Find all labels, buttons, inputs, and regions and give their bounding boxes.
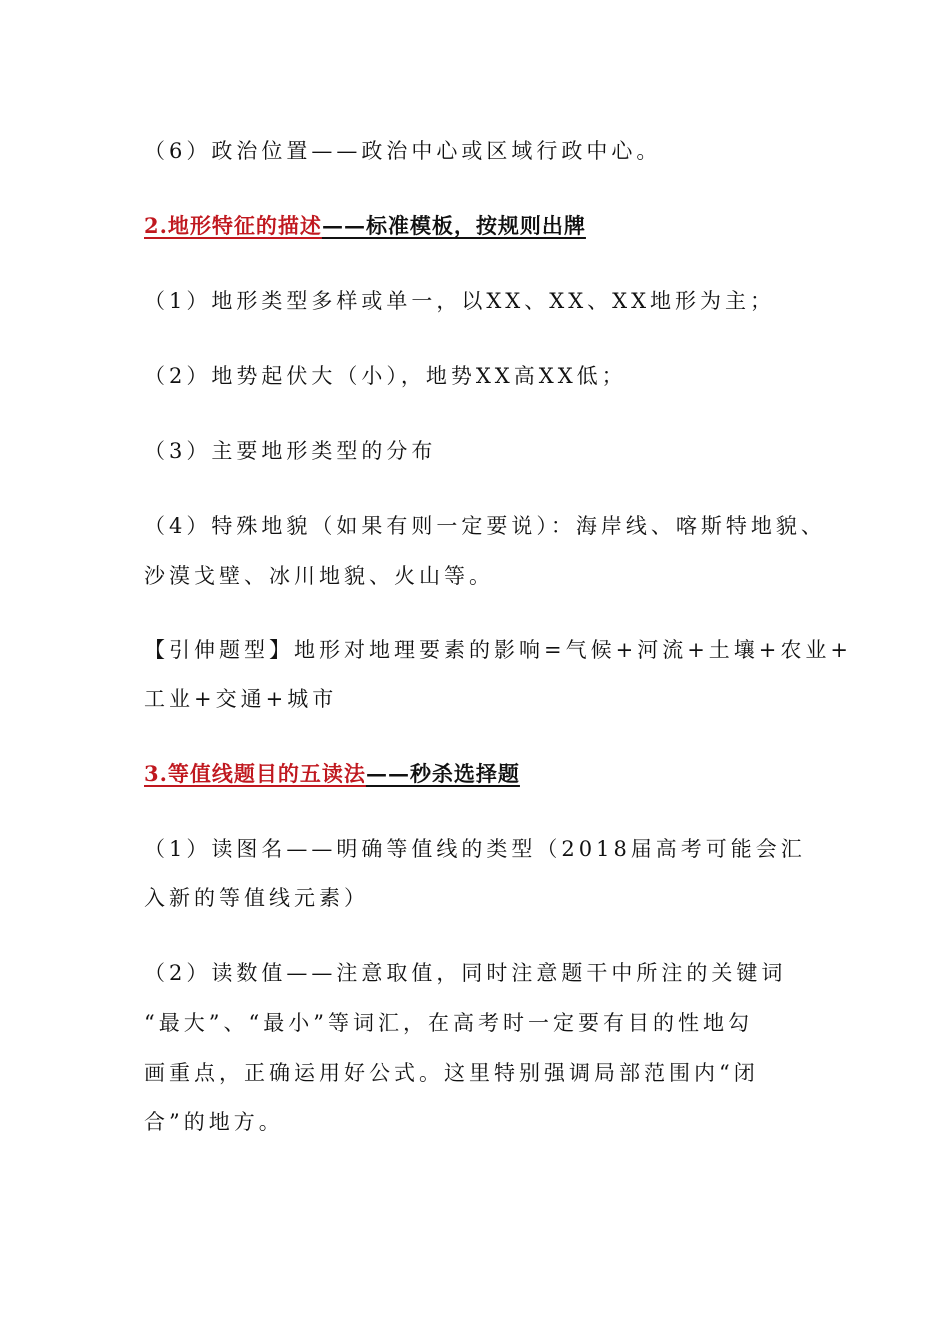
heading-terrain-subtitle: ——标准模板，按规则出牌 bbox=[321, 213, 586, 238]
text-contour-item-2-line-4: 合”的地方。 bbox=[144, 1110, 284, 1134]
heading-contour-title: 3.等值线题目的五读法 bbox=[144, 761, 366, 786]
section-heading-contour bbox=[144, 759, 520, 789]
text-contour-item-2-line-1: （2）读数值——注意取值，同时注意题干中所注的关键词 bbox=[144, 961, 787, 985]
text-terrain-item-3: （3）主要地形类型的分布 bbox=[144, 439, 437, 463]
text-terrain-item-2: （2）地势起伏大（小），地势XX高XX低； bbox=[144, 364, 627, 388]
text-terrain-item-4-line-2: 沙漠戈壁、冰川地貌、火山等。 bbox=[144, 564, 494, 588]
text-political-location: （6）政治位置——政治中心或区域行政中心。 bbox=[144, 139, 662, 163]
text-contour-item-2-line-3: 画重点，正确运用好公式。这里特别强调局部范围内“闭 bbox=[144, 1061, 759, 1085]
text-extension-line-2: 工业+交通+城市 bbox=[144, 687, 338, 711]
text-terrain-item-4-line-1: （4）特殊地貌（如果有则一定要说）：海岸线、喀斯特地貌、 bbox=[144, 514, 826, 538]
section-heading-terrain bbox=[144, 211, 586, 241]
text-contour-item-2-line-2: “最大”、“最小”等词汇，在高考时一定要有目的性地勾 bbox=[144, 1011, 753, 1035]
heading-terrain-title: 2.地形特征的描述 bbox=[144, 213, 322, 238]
text-extension-line-1: 【引伸题型】地形对地理要素的影响=气候+河流+土壤+农业+ bbox=[144, 638, 852, 662]
heading-contour-subtitle: ——秒杀选择题 bbox=[365, 761, 520, 786]
text-contour-item-1-line-1: （1）读图名——明确等值线的类型（2018届高考可能会汇 bbox=[144, 837, 806, 861]
text-terrain-item-1: （1）地形类型多样或单一，以XX、XX、XX地形为主； bbox=[144, 289, 776, 313]
text-contour-item-1-line-2: 入新的等值线元素） bbox=[144, 886, 369, 910]
